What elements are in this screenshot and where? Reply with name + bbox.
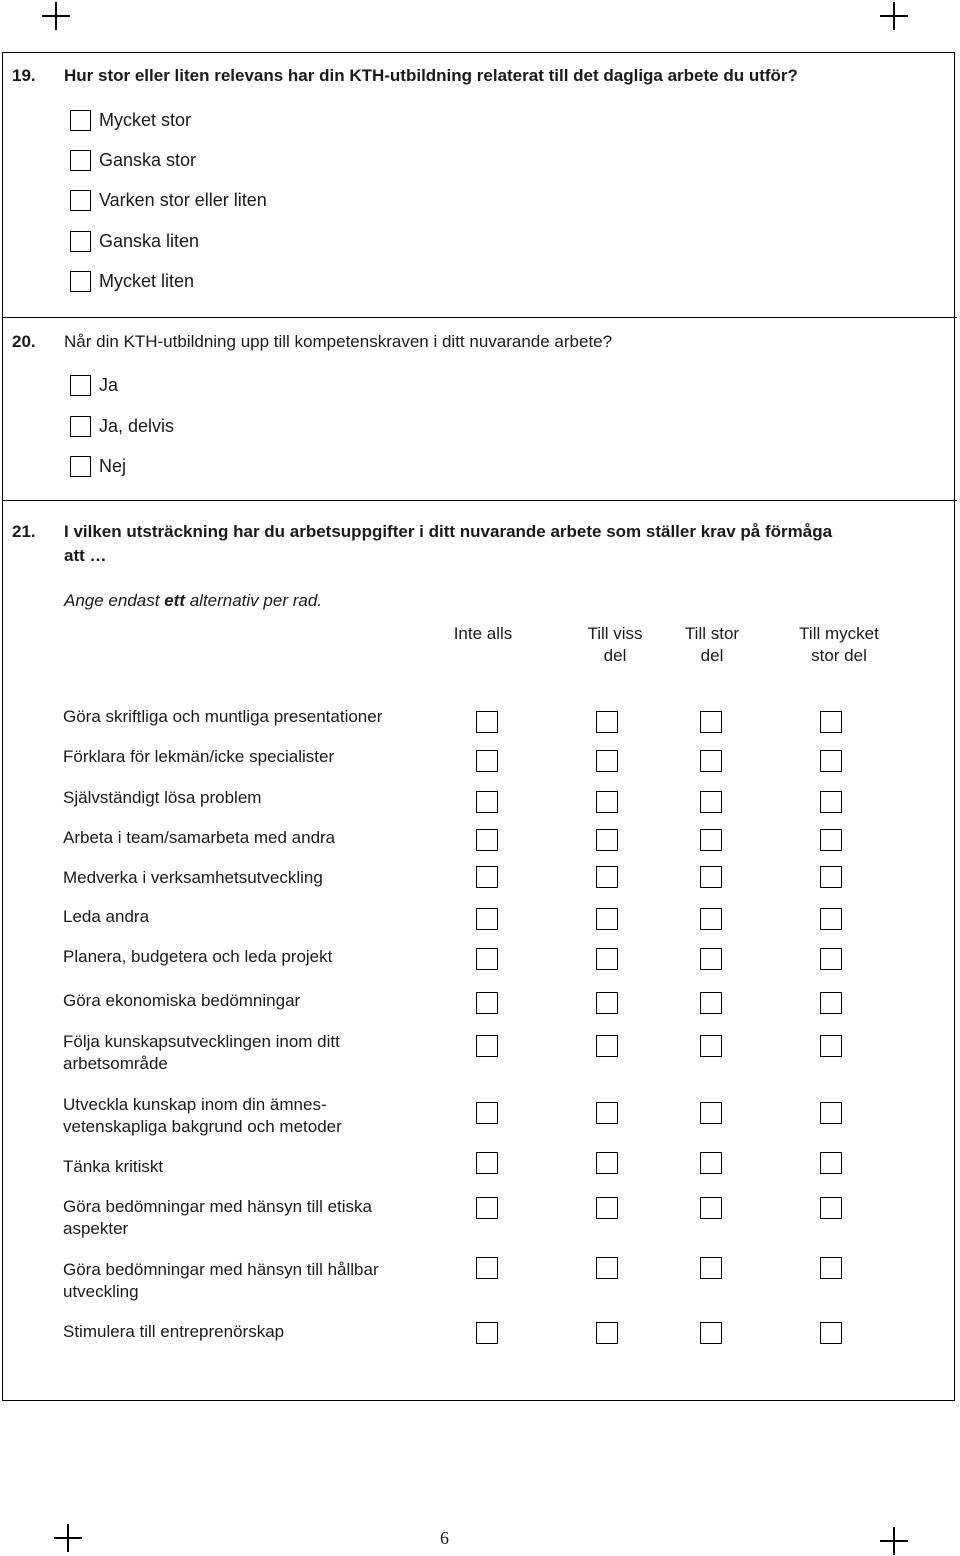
grid-checkbox-inte-alls[interactable]	[476, 1197, 498, 1219]
q19-checkbox[interactable]	[70, 190, 91, 211]
grid-checkbox-inte-alls[interactable]	[476, 1257, 498, 1279]
q19-option[interactable]	[70, 108, 191, 132]
q19-option-label: Ganska stor	[99, 149, 197, 170]
grid-row-label	[63, 1321, 453, 1343]
column-header-line1: Inte alls	[453, 624, 513, 643]
row-label-line2: vetenskapliga bakgrund och metoder	[63, 1117, 342, 1136]
grid-checkbox-inte-alls[interactable]	[476, 948, 498, 970]
q20-checkbox[interactable]	[70, 375, 91, 396]
grid-row-label	[63, 867, 453, 889]
q19-option-label: Mycket liten	[99, 270, 195, 291]
grid-row-label	[63, 1156, 453, 1178]
q20-option[interactable]	[70, 373, 118, 397]
row-label-line1: Medverka i verksamhetsutveckling	[63, 868, 323, 887]
grid-checkbox-till-viss-del[interactable]	[596, 711, 618, 733]
grid-checkbox-till-viss-del[interactable]	[596, 948, 618, 970]
row-label-line1: Stimulera till entreprenörskap	[63, 1322, 285, 1341]
grid-checkbox-till-stor-del[interactable]	[700, 1102, 722, 1124]
grid-checkbox-till-stor-del[interactable]	[700, 992, 722, 1014]
q20-question: Når din KTH-utbildning upp till kompetenskraven i ditt nuvarande arbete?	[64, 332, 613, 351]
grid-row-label	[63, 1259, 453, 1303]
column-header-line2: del	[700, 646, 724, 665]
grid-checkbox-inte-alls[interactable]	[476, 750, 498, 772]
grid-checkbox-till-viss-del[interactable]	[596, 1035, 618, 1057]
registration-mark-bottom-left-icon	[54, 1524, 82, 1552]
grid-checkbox-till-stor-del[interactable]	[700, 1197, 722, 1219]
row-label-line1: Leda andra	[63, 907, 150, 926]
q20-number: 20.	[12, 332, 36, 351]
grid-checkbox-till-mycket-stor-del[interactable]	[820, 711, 842, 733]
grid-checkbox-till-stor-del[interactable]	[700, 1035, 722, 1057]
grid-checkbox-till-stor-del[interactable]	[700, 711, 722, 733]
q20-checkbox[interactable]	[70, 456, 91, 477]
grid-checkbox-till-viss-del[interactable]	[596, 1152, 618, 1174]
q19-question: Hur stor eller liten relevans har din KTH-utbildning relaterat till det dagliga arbete du utför?	[64, 66, 798, 85]
row-label-line1: Tänka kritiskt	[63, 1157, 164, 1176]
grid-checkbox-inte-alls[interactable]	[476, 1035, 498, 1057]
column-header-line1: Till stor	[684, 624, 740, 643]
grid-checkbox-inte-alls[interactable]	[476, 1102, 498, 1124]
grid-checkbox-till-mycket-stor-del[interactable]	[820, 1152, 842, 1174]
q19-option[interactable]	[70, 148, 196, 172]
q19-option-label: Mycket stor	[99, 109, 192, 130]
grid-row-label	[63, 1031, 453, 1075]
row-label-line1: Planera, budgetera och leda projekt	[63, 947, 333, 966]
grid-checkbox-till-mycket-stor-del[interactable]	[820, 908, 842, 930]
q20-option-label: Ja, delvis	[99, 415, 175, 436]
column-header-till-stor-del	[664, 623, 760, 667]
row-label-line2: arbetsområde	[63, 1054, 168, 1073]
row-label-line1: Följa kunskapsutvecklingen inom ditt	[63, 1032, 340, 1051]
grid-checkbox-till-viss-del[interactable]	[596, 791, 618, 813]
grid-checkbox-till-viss-del[interactable]	[596, 992, 618, 1014]
grid-checkbox-till-mycket-stor-del[interactable]	[820, 1322, 842, 1344]
column-header-inte-alls	[432, 623, 534, 645]
q19-option-label: Varken stor eller liten	[99, 189, 267, 210]
grid-checkbox-till-mycket-stor-del[interactable]	[820, 948, 842, 970]
row-label-line1: Göra skriftliga och muntliga presentationer	[63, 707, 383, 726]
grid-checkbox-till-viss-del[interactable]	[596, 750, 618, 772]
q19-option[interactable]	[70, 229, 199, 253]
grid-row-label	[63, 1094, 453, 1138]
grid-row-label	[63, 946, 453, 968]
grid-checkbox-till-mycket-stor-del[interactable]	[820, 750, 842, 772]
q21-question-line2: att …	[64, 546, 107, 565]
row-label-line1: Göra ekonomiska bedömningar	[63, 991, 301, 1010]
q21-question-line1: I vilken utsträckning har du arbetsuppgifter i ditt nuvarande arbete som ställer krav på förmåga	[64, 522, 833, 541]
grid-checkbox-inte-alls[interactable]	[476, 908, 498, 930]
grid-row-label	[63, 706, 453, 728]
grid-checkbox-till-viss-del[interactable]	[596, 1197, 618, 1219]
grid-checkbox-till-stor-del[interactable]	[700, 750, 722, 772]
grid-row-label	[63, 1196, 453, 1240]
grid-checkbox-till-mycket-stor-del[interactable]	[820, 1102, 842, 1124]
grid-checkbox-till-stor-del[interactable]	[700, 908, 722, 930]
grid-checkbox-till-viss-del[interactable]	[596, 1257, 618, 1279]
grid-checkbox-till-stor-del[interactable]	[700, 1322, 722, 1344]
grid-checkbox-till-stor-del[interactable]	[700, 866, 722, 888]
grid-checkbox-till-stor-del[interactable]	[700, 1152, 722, 1174]
q20-option-label: Nej	[99, 455, 127, 476]
grid-checkbox-till-mycket-stor-del[interactable]	[820, 1257, 842, 1279]
column-header-till-mycket-stor-del	[778, 623, 900, 667]
divider-q20-q21	[2, 500, 957, 501]
q19-option[interactable]	[70, 188, 267, 212]
grid-row-label	[63, 906, 453, 928]
q19-checkbox[interactable]	[70, 231, 91, 252]
registration-mark-top-left-icon	[42, 2, 70, 30]
grid-checkbox-till-stor-del[interactable]	[700, 791, 722, 813]
registration-mark-bottom-right-icon	[880, 1527, 908, 1555]
registration-mark-top-right-icon	[880, 2, 908, 30]
q20-option[interactable]	[70, 414, 174, 438]
page-number: 6	[440, 1528, 449, 1548]
column-header-line2: del	[603, 646, 627, 665]
column-header-till-viss-del	[567, 623, 663, 667]
instruction-emphasis: ett	[164, 591, 185, 610]
divider-q19-q20	[2, 317, 957, 318]
grid-checkbox-till-mycket-stor-del[interactable]	[820, 1197, 842, 1219]
grid-checkbox-till-viss-del[interactable]	[596, 908, 618, 930]
q19-checkbox[interactable]	[70, 110, 91, 131]
q21-instruction	[64, 591, 322, 611]
row-label-line1: Göra bedömningar med hänsyn till hållbar	[63, 1260, 379, 1279]
grid-checkbox-inte-alls[interactable]	[476, 1322, 498, 1344]
q19-option[interactable]	[70, 269, 194, 293]
grid-row-label	[63, 787, 453, 809]
q19-number: 19.	[12, 66, 36, 85]
instruction-post: alternativ per rad.	[184, 591, 322, 610]
grid-row-label	[63, 746, 453, 768]
row-label-line2: utveckling	[63, 1282, 139, 1301]
row-label-line1: Förklara för lekmän/icke specialister	[63, 747, 335, 766]
grid-checkbox-till-mycket-stor-del[interactable]	[820, 992, 842, 1014]
grid-checkbox-till-mycket-stor-del[interactable]	[820, 829, 842, 851]
grid-checkbox-till-mycket-stor-del[interactable]	[820, 866, 842, 888]
q20-option[interactable]	[70, 454, 126, 478]
grid-checkbox-inte-alls[interactable]	[476, 1152, 498, 1174]
grid-checkbox-inte-alls[interactable]	[476, 791, 498, 813]
q19-checkbox[interactable]	[70, 150, 91, 171]
grid-checkbox-till-mycket-stor-del[interactable]	[820, 791, 842, 813]
q21-number: 21.	[12, 522, 36, 541]
grid-checkbox-till-viss-del[interactable]	[596, 866, 618, 888]
grid-checkbox-till-mycket-stor-del[interactable]	[820, 1035, 842, 1057]
row-label-line1: Självständigt lösa problem	[63, 788, 262, 807]
grid-checkbox-till-stor-del[interactable]	[700, 948, 722, 970]
row-label-line1: Göra bedömningar med hänsyn till etiska	[63, 1197, 372, 1216]
q19-option-label: Ganska liten	[99, 230, 200, 251]
column-header-line1: Till viss	[587, 624, 643, 643]
grid-checkbox-till-stor-del[interactable]	[700, 1257, 722, 1279]
instruction-pre: Ange endast	[64, 591, 165, 610]
grid-checkbox-till-stor-del[interactable]	[700, 829, 722, 851]
column-header-line1: Till mycket	[799, 624, 879, 643]
grid-row-label	[63, 827, 453, 849]
grid-checkbox-inte-alls[interactable]	[476, 829, 498, 851]
column-header-line2: stor del	[811, 646, 867, 665]
q19-checkbox[interactable]	[70, 271, 91, 292]
row-label-line2: aspekter	[63, 1219, 129, 1238]
grid-checkbox-inte-alls[interactable]	[476, 711, 498, 733]
row-label-line1: Utveckla kunskap inom din ämnes-	[63, 1095, 327, 1114]
grid-checkbox-till-viss-del[interactable]	[596, 1322, 618, 1344]
grid-checkbox-inte-alls[interactable]	[476, 866, 498, 888]
grid-checkbox-till-viss-del[interactable]	[596, 1102, 618, 1124]
grid-checkbox-till-viss-del[interactable]	[596, 829, 618, 851]
q20-option-label: Ja	[99, 374, 119, 395]
row-label-line1: Arbeta i team/samarbeta med andra	[63, 828, 336, 847]
grid-checkbox-inte-alls[interactable]	[476, 992, 498, 1014]
grid-row-label	[63, 990, 453, 1012]
q20-checkbox[interactable]	[70, 416, 91, 437]
